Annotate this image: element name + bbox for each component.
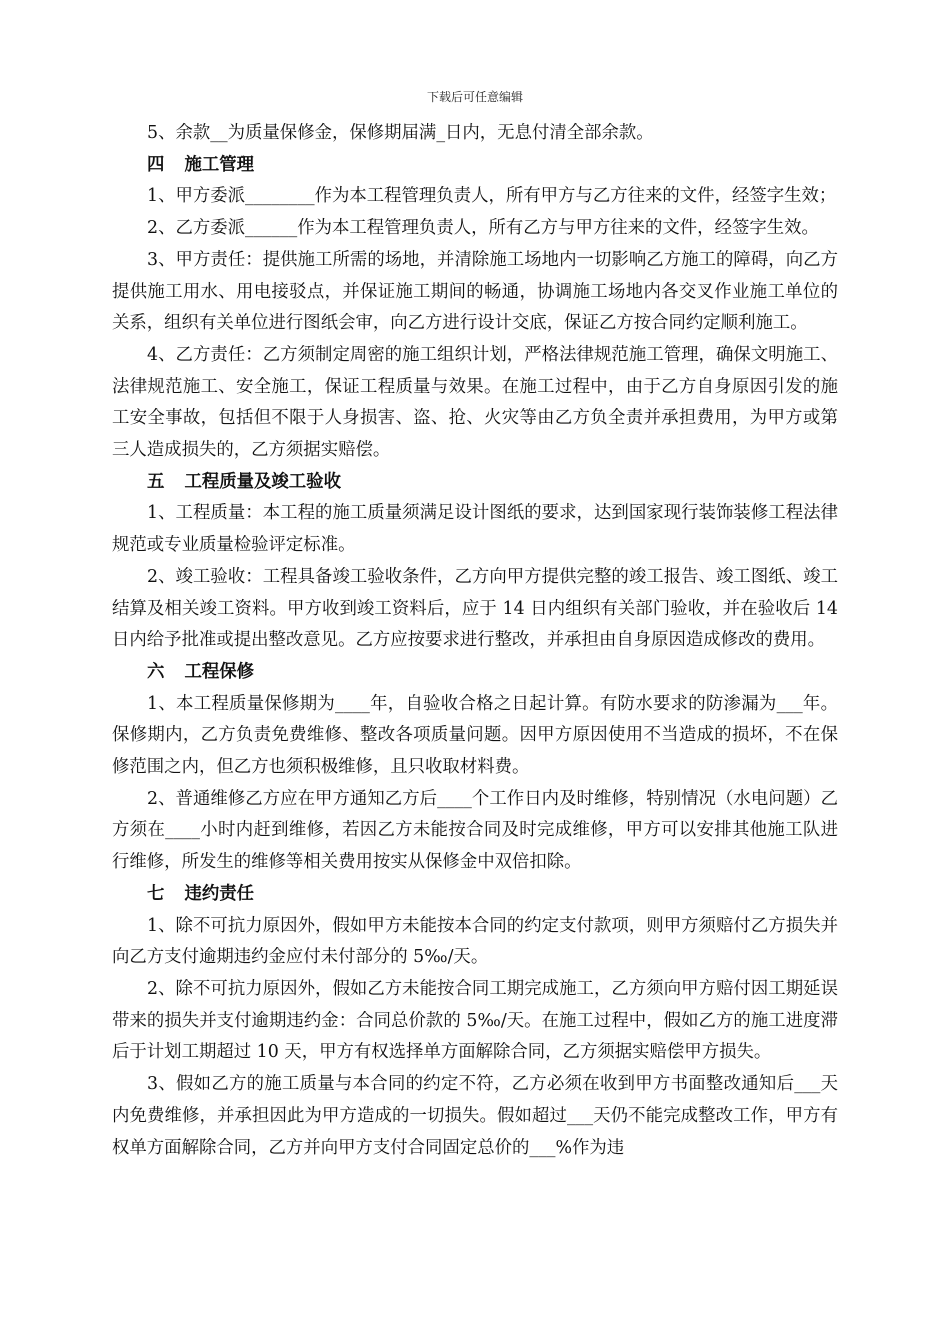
paragraph-party-b-responsibility: 4、乙方责任：乙方须制定周密的施工组织计划，严格法律规范施工管理，确保文明施工、法律规范施工、安全施工，保证工程质量与效果。在施工过程中，由于乙方自身原因引发的施工安全事故，包括但不限于人身损害、盗、抢、火灾等由乙方负全责并承担费用，为甲方或第三人造成损失的，乙方须据实赔偿。: [112, 344, 838, 461]
paragraph-quality-nonconformance: 3、假如乙方的施工质量与本合同的约定不符，乙方必须在收到甲方书面整改通知后___天内免费维修，并承担因此为甲方造成的一切损失。假如超过___天仍不能完成整改工作，甲方有权单方面解除合同，乙方并向甲方支付合同固定总价的___%作为违: [112, 1074, 838, 1158]
paragraph-warranty-period: 1、本工程质量保修期为____年，自验收合格之日起计算。有防水要求的防渗漏为___年。保修期内，乙方负责免费维修、整改各项质量问题。因甲方原因使用不当造成的损坏，不在保修范围之内，但乙方也须积极维修，且只收取材料费。: [112, 693, 838, 778]
paragraph-routine-repairs: 2、普通维修乙方应在甲方通知乙方后____个工作日内及时维修，特别情况（水电问题）乙方须在____小时内赶到维修，若因乙方未能按合同及时完成维修，甲方可以安排其他施工队进行维修，所发生的维修等相关费用按实从保修金中双倍扣除。: [112, 788, 838, 873]
page-header-note: 下载后可任意编辑: [426, 90, 523, 104]
section-heading-construction-management: 四 施工管理: [147, 154, 255, 175]
paragraph-balance-payment: 5、余款__为质量保修金，保修期届满_日内，无息付清全部余款。: [147, 123, 654, 143]
paragraph-completion-acceptance: 2、竣工验收：工程具备竣工验收条件，乙方向甲方提供完整的竣工报告、竣工图纸、竣工结算及相关竣工资料。甲方收到竣工资料后，应于 14 日内组织有关部门验收，并在验收后 14 日内给予批准或提出整改意见。乙方应按要求进行整改，并承担由自身原因造成修改的费用。: [112, 566, 838, 651]
paragraph-party-a-default: 1、除不可抗力原因外，假如甲方未能按本合同的约定支付款项，则甲方须赔付乙方损失并向乙方支付逾期违约金应付未付部分的 5‰/天。: [112, 915, 838, 968]
section-heading-quality-acceptance: 五 工程质量及竣工验收: [147, 471, 341, 492]
paragraph-party-b-delay: 2、除不可抗力原因外，假如乙方未能按合同工期完成施工，乙方须向甲方赔付因工期延误带来的损失并支付逾期违约金：合同总价款的 5‰/天。在施工过程中，假如乙方的施工进度滞后于计划工期超过 10 天，甲方有权选择单方面解除合同，乙方须据实赔偿甲方损失。: [112, 978, 838, 1063]
section-heading-liability: 七 违约责任: [147, 883, 255, 904]
contract-body: [112, 118, 838, 1164]
paragraph-party-b-representative: 2、乙方委派______作为本工程管理负责人，所有乙方与甲方往来的文件，经签字生效。: [147, 218, 819, 239]
section-heading-warranty: 六 工程保修: [147, 661, 255, 682]
paragraph-party-a-representative: 1、甲方委派________作为本工程管理负责人，所有甲方与乙方往来的文件，经签字生效；: [147, 186, 837, 207]
paragraph-party-a-responsibility: 3、甲方责任：提供施工所需的场地，并清除施工场地内一切影响乙方施工的障碍，向乙方提供施工用水、用电接驳点，并保证施工期间的畅通，协调施工场地内各交叉作业施工单位的关系，组织有关单位进行图纸会审，向乙方进行设计交底，保证乙方按合同约定顺利施工。: [112, 249, 838, 334]
paragraph-engineering-quality: 1、工程质量：本工程的施工质量须满足设计图纸的要求，达到国家现行装饰装修工程法律规范或专业质量检验评定标准。: [112, 503, 838, 556]
